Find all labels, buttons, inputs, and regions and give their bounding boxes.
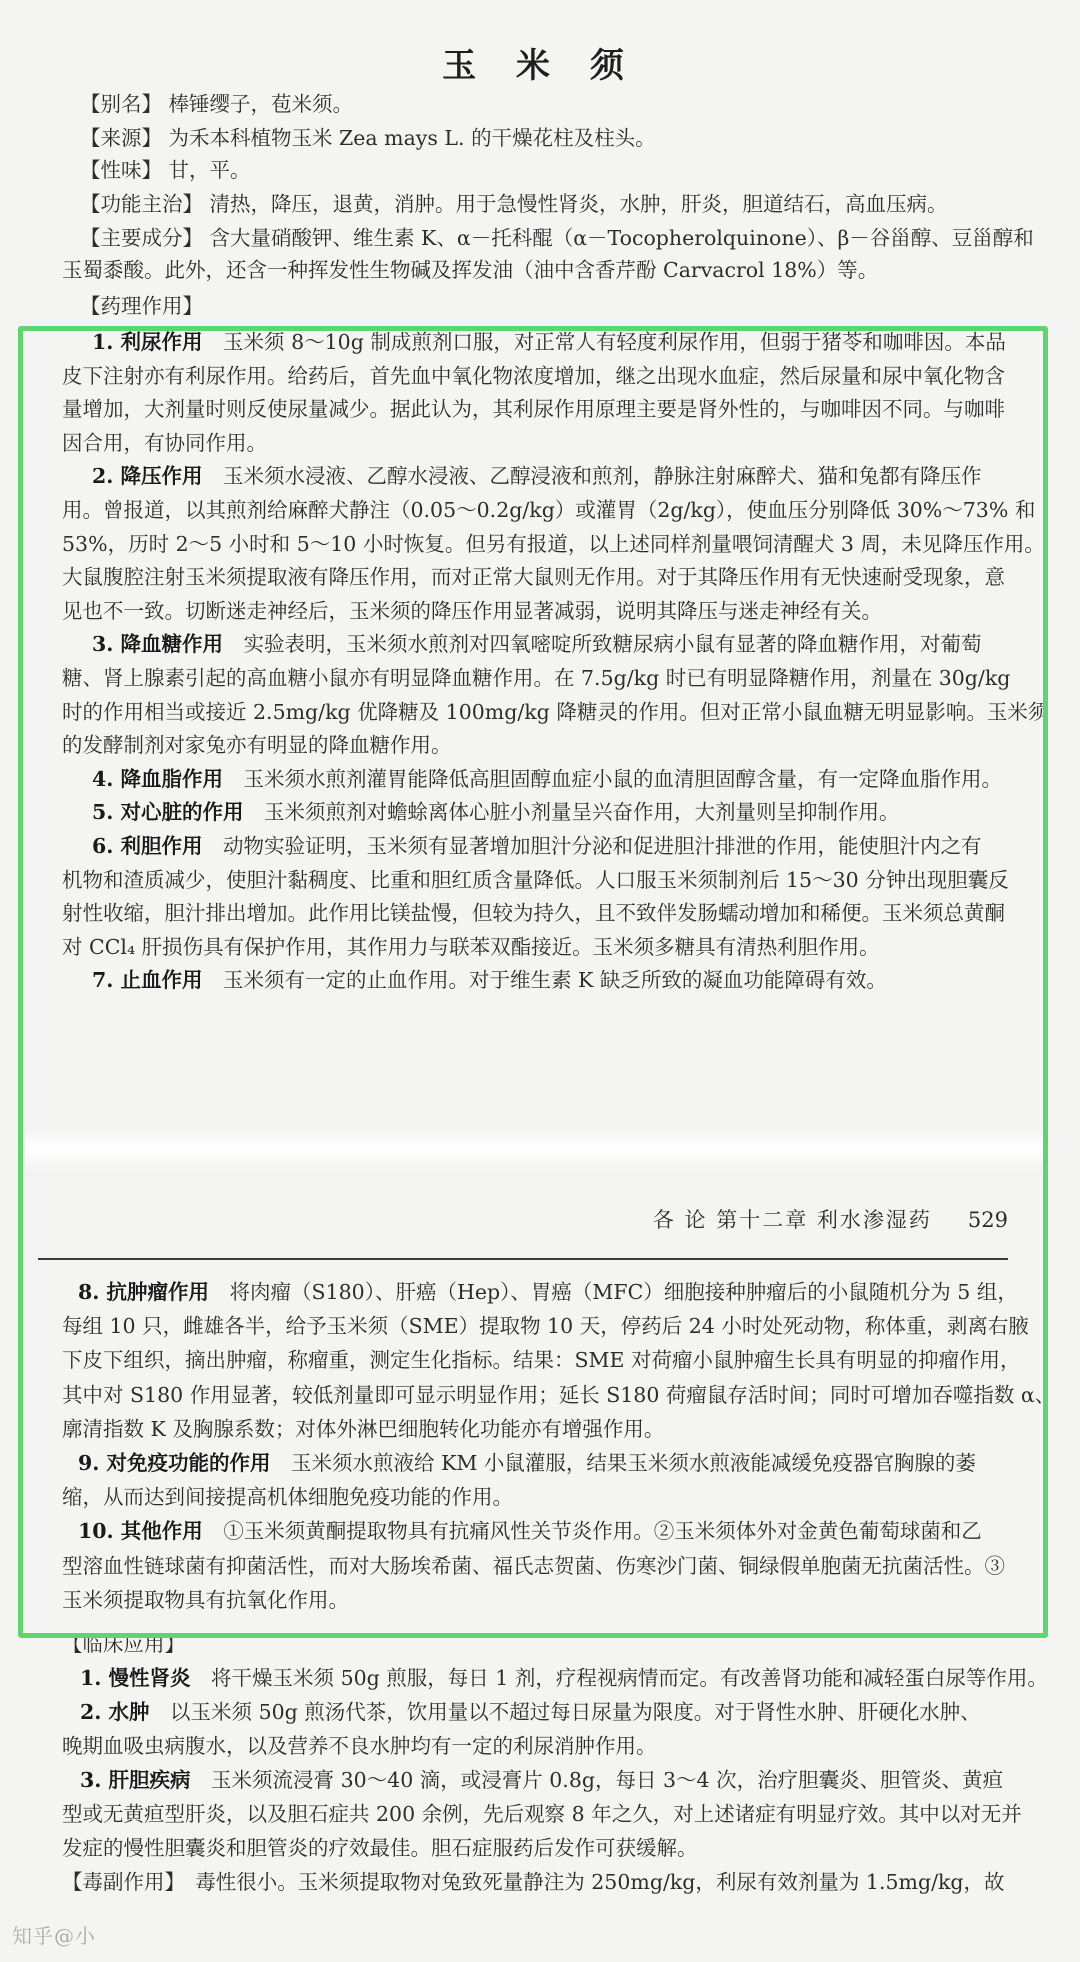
- body-text: 型溶血性链球菌有抑菌活性，而对大肠埃希菌、福氏志贺菌、伤寒沙门菌、铜绿假单胞菌无抗菌活性。③: [62, 1554, 1005, 1578]
- body-text: 【药理作用】: [80, 294, 203, 318]
- body-text: 将干燥玉米须 50g 煎服，每日 1 剂，疗程视病情而定。有改善肾功能和减轻蛋白尿等作用。: [211, 1666, 1048, 1690]
- section-heading: 7. 止血作用: [92, 968, 224, 992]
- paragraph-line: [0, 960, 1080, 1000]
- body-text: 玉米须煎剂对蟾蜍离体心脏小剂量呈兴奋作用，大剂量则呈抑制作用。: [264, 800, 900, 824]
- header-line: [0, 286, 1080, 326]
- body-text: 发症的慢性胆囊炎和胆管炎的疗效最佳。胆石症服药后发作可获缓解。: [62, 1836, 698, 1860]
- body-text: ①玉米须黄酮提取物具有抗痛风性关节炎作用。②玉米须体外对金黄色葡萄球菌和乙: [223, 1519, 982, 1543]
- body-text: 玉米须 8～10g 制成煎剂口服，对正常人有轻度利尿作用，但弱于猪苓和咖啡因。本品: [223, 330, 1006, 354]
- section-heading: 2. 水肿: [80, 1700, 171, 1724]
- page-break: [23, 1130, 1043, 1176]
- body-text: 玉米须水煎剂灌胃能降低高胆固醇血症小鼠的血清胆固醇含量，有一定降血脂作用。: [243, 767, 1003, 791]
- body-text: 见也不一致。切断迷走神经后，玉米须的降压作用显著减弱，说明其降压与迷走神经有关。: [62, 599, 882, 623]
- body-text: 将肉瘤（S180）、肝癌（Hep）、胃癌（MFC）细胞接种肿瘤后的小鼠随机分为 5 组，: [229, 1280, 1018, 1304]
- body-text: 玉蜀黍酸。此外，还含一种挥发性生物碱及挥发油（油中含香芹酚 Carvacrol 18%）等。: [62, 258, 879, 282]
- section-heading: 10. 其他作用: [78, 1519, 224, 1543]
- body-text: 毒性很小。玉米须提取物对兔致死量静注为 250mg/kg，利尿有效剂量为 1.5mg/kg，故: [195, 1870, 1005, 1894]
- header-line: [0, 250, 1080, 290]
- body-text: 用。曾报道，以其煎剂给麻醉犬静注（0.05～0.2g/kg）或灌胃（2g/kg），使血压分别降低 30%～73% 和: [62, 498, 1036, 522]
- body-text: 机物和渣质减少，使胆汁黏稠度、比重和胆红质含量降低。人口服玉米须制剂后 15～30 分钟出现胆囊反: [62, 868, 1009, 892]
- toxicity-line: [0, 1862, 1080, 1902]
- section-heading: 2. 降压作用: [92, 464, 224, 488]
- page-title: 玉 米 须: [442, 46, 638, 86]
- body-text: 皮下注射亦有利尿作用。给药后，首先血中氧化物浓度增加，继之出现水血症，然后尿量和尿中氧化物含: [62, 364, 1005, 388]
- section-heading: 3. 降血糖作用: [92, 632, 244, 656]
- body-text: 晚期血吸虫病腹水，以及营养不良水肿均有一定的利尿消肿作用。: [62, 1734, 657, 1758]
- body-text: 【性味】 甘，平。: [80, 158, 251, 182]
- running-head: [653, 1204, 1008, 1234]
- body-text: 对 CCl₄ 肝损伤具有保护作用，其作用力与联苯双酯接近。玉米须多糖具有清热利胆作用。: [62, 935, 880, 959]
- body-text: 其中对 S180 作用显著，较低剂量即可显示明显作用；延长 S180 荷瘤鼠存活时间；同时可增加吞噬指数 α、: [62, 1383, 1056, 1407]
- body-text: 玉米须提取物具有抗氧化作用。: [62, 1588, 349, 1612]
- body-text: 大鼠腹腔注射玉米须提取液有降压作用，而对正常大鼠则无作用。对于其降压作用有无快速耐受现象，意: [62, 565, 1005, 589]
- body-text: 【临床应用】: [62, 1632, 185, 1656]
- paragraph-line: [0, 1580, 1080, 1620]
- section-heading: 1. 利尿作用: [92, 330, 224, 354]
- body-text: 【来源】 为禾本科植物玉米 Zea mays L. 的干燥花柱及柱头。: [80, 126, 656, 150]
- section-heading: 3. 肝胆疾病: [80, 1768, 212, 1792]
- body-text: 【毒副作用】: [62, 1870, 196, 1894]
- body-text: 型或无黄疸型肝炎，以及胆石症共 200 余例，先后观察 8 年之久，对上述诸症有明显疗效。其中以对无并: [62, 1802, 1022, 1826]
- body-text: 玉米须流浸膏 30～40 滴，或浸膏片 0.8g，每日 3～4 次，治疗胆囊炎、胆管炎、黄疸: [211, 1768, 1004, 1792]
- section-heading: 6. 利胆作用: [92, 834, 224, 858]
- body-text: 53%，历时 2～5 小时和 5～10 小时恢复。但另有报道，以上述同样剂量喂饲清醒犬 3 周，未见降压作用。: [62, 532, 1045, 556]
- body-text: 【别名】 棒锤缨子，苞米须。: [80, 92, 354, 116]
- body-text: 糖、肾上腺素引起的高血糖小鼠亦有明显降血糖作用。在 7.5g/kg 时已有明显降糖作用，剂量在 30g/kg: [62, 666, 1011, 690]
- body-text: 射性收缩，胆汁排出增加。此作用比镁盐慢，但较为持久，且不致伴发肠蠕动增加和稀便。玉米须总黄酮: [62, 901, 1005, 925]
- body-text: 每组 10 只，雌雄各半，给予玉米须（SME）提取物 10 天，停药后 24 小时处死动物，称体重，剥离右腋: [62, 1314, 1029, 1338]
- section-heading: 8. 抗肿瘤作用: [78, 1280, 230, 1304]
- body-text: 玉米须水浸液、乙醇水浸液、乙醇浸液和煎剂，静脉注射麻醉犬、猫和兔都有降压作: [223, 464, 982, 488]
- body-text: 动物实验证明，玉米须有显著增加胆汁分泌和促进胆汁排泄的作用，能使胆汁内之有: [223, 834, 982, 858]
- body-text: 廓清指数 K 及胸腺系数；对体外淋巴细胞转化功能亦有增强作用。: [62, 1417, 665, 1441]
- running-head-text: 各 论 第十二章 利水渗湿药: [652, 1208, 932, 1232]
- body-text: 因合用，有协同作用。: [62, 431, 267, 455]
- section-heading: 1. 慢性肾炎: [80, 1666, 212, 1690]
- header-rule: [38, 1258, 1008, 1260]
- page-number: 529: [967, 1208, 1008, 1232]
- body-text: 缩，从而达到间接提高机体细胞免疫功能的作用。: [62, 1485, 513, 1509]
- body-text: 玉米须水煎液给 KM 小鼠灌服，结果玉米须水煎液能减缓免疫器官胸腺的萎: [291, 1451, 976, 1475]
- body-text: 时的作用相当或接近 2.5mg/kg 优降糖及 100mg/kg 降糖灵的作用。但对正常小鼠血糖无明显影响。玉米须: [62, 700, 1049, 724]
- section-heading: 5. 对心脏的作用: [92, 800, 265, 824]
- body-text: 【主要成分】 含大量硝酸钾、维生素 K、α－托科醌（α－Tocopherolquinone）、β－谷甾醇、豆甾醇和: [80, 226, 1034, 250]
- body-text: 量增加，大剂量时则反使尿量减少。据此认为，其利尿作用原理主要是肾外性的，与咖啡因不同。与咖啡: [62, 397, 1005, 421]
- paragraph-line: [0, 1511, 1080, 1551]
- section-heading: 9. 对免疫功能的作用: [78, 1451, 292, 1475]
- paragraph-line: [0, 1340, 1080, 1380]
- body-text: 实验表明，玉米须水煎剂对四氧嘧啶所致糖尿病小鼠有显著的降血糖作用，对葡萄: [243, 632, 982, 656]
- body-text: 下皮下组织，摘出肿瘤，称瘤重，测定生化指标。结果：SME 对荷瘤小鼠肿瘤生长具有明显的抑瘤作用，: [62, 1348, 1021, 1372]
- body-text: 【功能主治】 清热，降压，退黄，消肿。用于急慢性肾炎，水肿，肝炎，胆道结石，高血压病。: [80, 192, 948, 216]
- section-heading: 4. 降血脂作用: [92, 767, 244, 791]
- body-text: 玉米须有一定的止血作用。对于维生素 K 缺乏所致的凝血功能障碍有效。: [223, 968, 887, 992]
- watermark: 知乎@小: [12, 1924, 96, 1948]
- body-text: 以玉米须 50g 煎汤代茶，饮用量以不超过每日尿量为限度。对于肾性水肿、肝硬化水肿、: [170, 1700, 981, 1724]
- body-text: 的发酵制剂对家兔亦有明显的降血糖作用。: [62, 733, 452, 757]
